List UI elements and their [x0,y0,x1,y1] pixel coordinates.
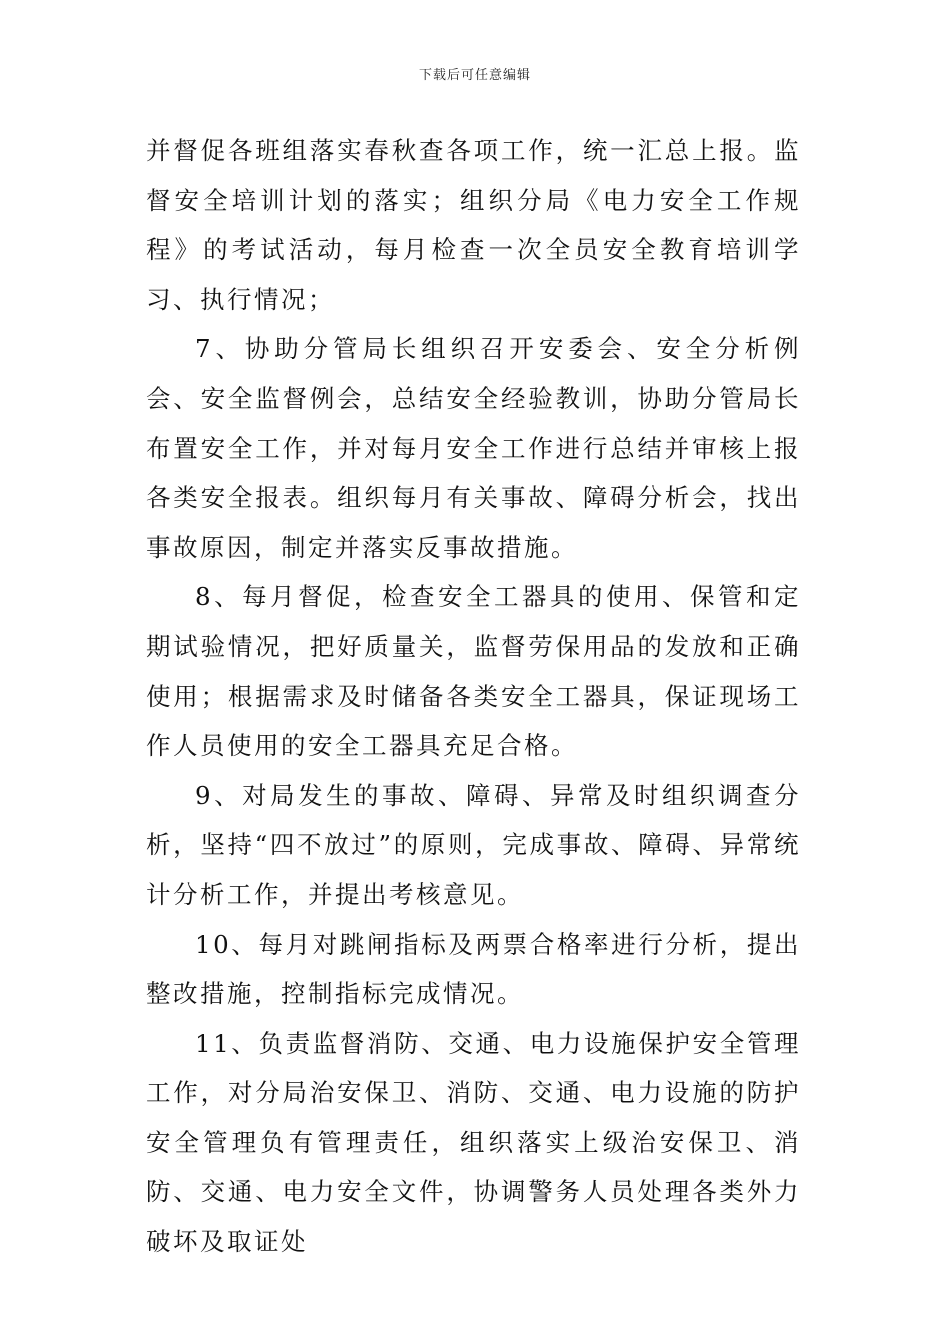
paragraph-item-10: 10、每月对跳闸指标及两票合格率进行分析，提出整改措施，控制指标完成情况。 [146,929,801,1009]
paragraph-item-9: 9、对局发生的事故、障碍、异常及时组织调查分析，坚持“四不放过”的原则，完成事故、障碍、异常统计分析工作，并提出考核意见。 [146,780,801,909]
page-header-note: 下载后可任意编辑 [418,68,531,83]
paragraph-item-11: 11、负责监督消防、交通、电力设施保护安全管理工作，对分局治安保卫、消防、交通、电力设施的防护安全管理负有管理责任，组织落实上级治安保卫、消防、交通、电力安全文件，协调警务人员处理各类外力破坏及取证处 [146,1028,801,1257]
document-body [146,126,801,1267]
paragraph-continuation: 并督促各班组落实春秋查各项工作，统一汇总上报。监督安全培训计划的落实；组织分局《电力安全工作规程》的考试活动，每月检查一次全员安全教育培训学习、执行情况； [146,136,801,314]
paragraph-item-8: 8、每月督促，检查安全工器具的使用、保管和定期试验情况，把好质量关，监督劳保用品的发放和正确使用；根据需求及时储备各类安全工器具，保证现场工作人员使用的安全工器具充足合格。 [146,582,801,761]
paragraph-item-7: 7、协助分管局长组织召开安委会、安全分析例会、安全监督例会，总结安全经验教训，协助分管局长布置安全工作，并对每月安全工作进行总结并审核上报各类安全报表。组织每月有关事故、障碍分析会，找出事故原因，制定并落实反事故措施。 [146,334,801,562]
